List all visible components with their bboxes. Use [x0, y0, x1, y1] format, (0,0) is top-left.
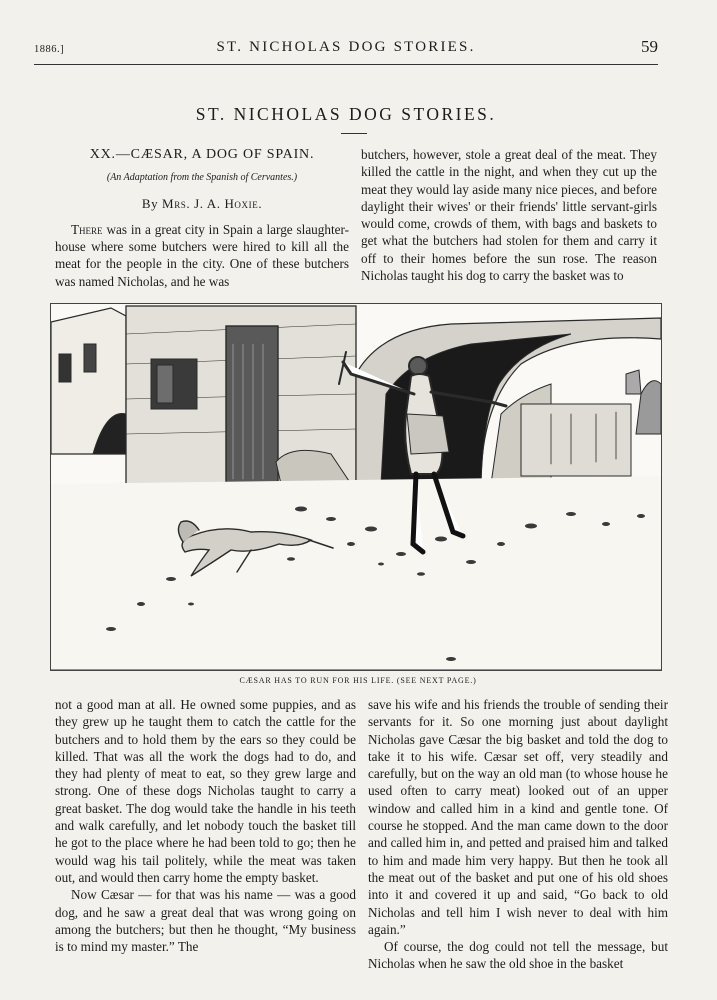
- paragraph-bottom-right-1: save his wife and his friends the trouble of sending their servants for it. So one morning just about daylight Nicholas gave Cæsar the big basket and told the dog to take it to his wife. Cæsar set off, very steadily and carefully, but on the way an old man (to whose house he used often to carry meat) looked out of an upper window and called him in a kind and gentle tone. Of course he stopped. And the man came down to the door and called him in, and petted and praised him and talked to him and made him very happy. But then he took all the meat out of the basket and put one of his old shoes into it and covered it up and said, “Go back to old Nicholas and tell him I wish never to deal with him again.”: [368, 697, 668, 937]
- paragraph-opening-text: was in a great city in Spain a large slaughter-house where some butchers were hired to kill all the meat for the people in the city. One of these butchers was named Nicholas, and he was: [55, 221, 349, 289]
- lead-word: There: [71, 221, 103, 237]
- column-top-left: [55, 146, 349, 290]
- column-top-right: [361, 146, 657, 284]
- header-running-title: ST. NICHOLAS DOG STORIES.: [216, 39, 476, 55]
- byline-prefix: By: [141, 195, 159, 211]
- adaptation-note: (An Adaptation from the Spanish of Cervantes.): [106, 172, 298, 184]
- page-title: ST. NICHOLAS DOG STORIES.: [195, 104, 497, 124]
- story-heading: XX.—CÆSAR, A DOG OF SPAIN.: [89, 147, 315, 162]
- byline: [55, 195, 349, 212]
- illustration: [50, 303, 662, 671]
- page-number: 59: [641, 37, 658, 56]
- header-year: 1886.]: [34, 44, 65, 55]
- byline-author: Mrs. J. A. Hoxie.: [162, 195, 263, 211]
- paragraph-top-right: butchers, however, stole a great deal of the meat. They killed the cattle in the night, and when they cut up the meat they would lay aside many nice pieces, and before daylight their wives' or their friends' little servant-girls would come, crowds of them, with bags and baskets to get what the butchers had stolen for them and carry it off to their homes before the sun rose. The reason Nicholas taught his dog to carry the basket was to: [361, 147, 657, 284]
- column-bottom-right: [368, 696, 668, 973]
- column-bottom-left: [55, 696, 356, 955]
- paragraph-bottom-left-1: not a good man at all. He owned some puppies, and as they grew up he taught them to catch the cattle for the butchers and to hold them by the ears so they could be killed. That was all the work the dogs had to do, and they had plenty of meat to eat, so they grew large and strong. One of these dogs Nicholas taught to carry a great basket. The dog would take the handle in his teeth and walk carefully, and let nobody touch the basket till he got to the place where he had been told to go; then he would wag his tail politely, while the meat was taken out, and would then carry home the empty basket.: [55, 697, 356, 885]
- paragraph-opening: [55, 221, 349, 290]
- paragraph-bottom-left-2: Now Cæsar — for that was his name — was a good dog, and he saw a great deal that was wrong going on among the butchers; but then he thought, “My business is to mind my master.” The: [55, 887, 356, 955]
- paragraph-bottom-right-2: Of course, the dog could not tell the message, but Nicholas when he saw the old shoe in the basket: [368, 939, 668, 972]
- running-header: [34, 36, 658, 65]
- illustration-drawing: [51, 304, 661, 670]
- title-divider: [341, 133, 367, 134]
- illustration-caption: CÆSAR HAS TO RUN FOR HIS LIFE. (SEE NEXT PAGE.): [239, 676, 477, 685]
